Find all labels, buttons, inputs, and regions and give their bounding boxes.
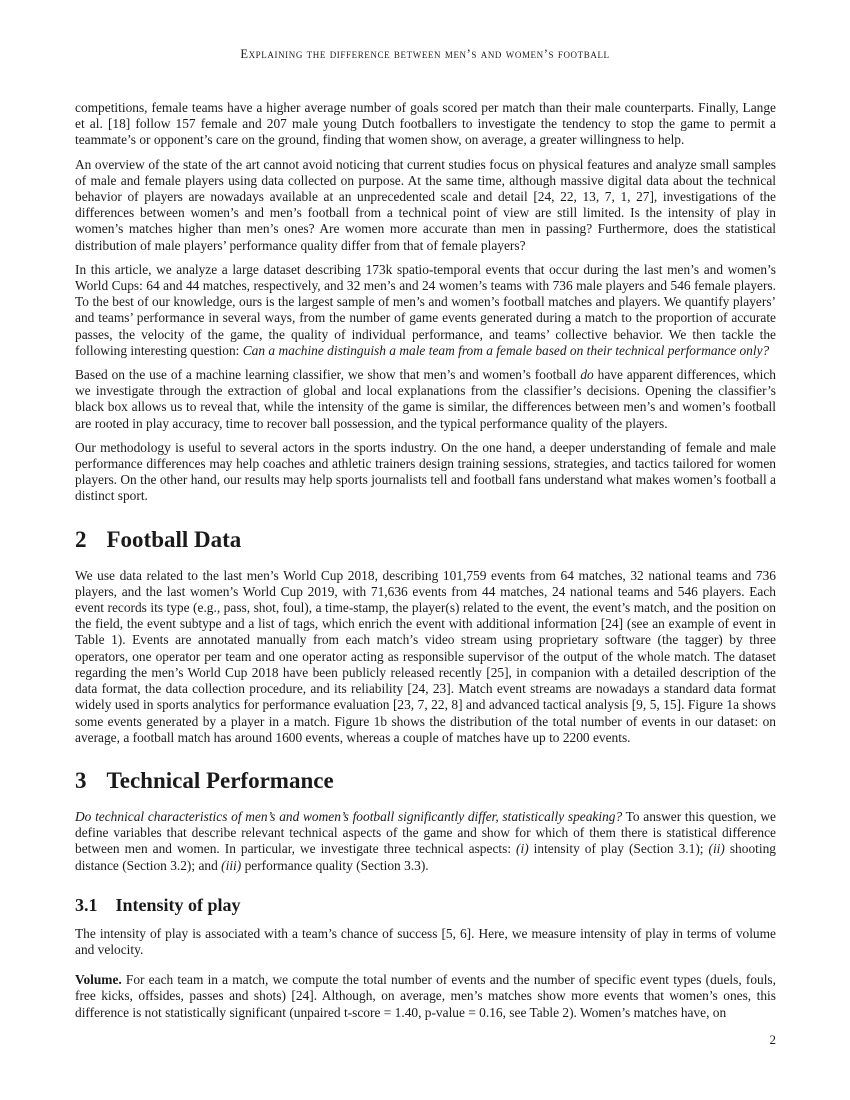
research-question: Can a machine distinguish a male team from a female based on their technical performance only? <box>242 342 770 358</box>
paragraph-label: Volume. <box>75 972 122 988</box>
section-heading-technical-performance <box>75 767 776 795</box>
subsection-number: 3.1 <box>75 894 98 915</box>
paragraph: We use data related to the last men’s World Cup 2018, describing 101,759 events from 64 matches, 32 national teams and 736 players, and the last women’s World Cup 2019, with 71,636 events from 44 matches, 24 national teams and 546 players. Each event records its type (e.g., pass, shot, foul), a time-stamp, the player(s) related to the event, the event’s match, and the position on the field, the event subtype and a list of tags, which enrich the event with additional information [24] (see an example of event in Table 1). Events are annotated manually from each match’s video stream using proprietary software (the tagger) by three operators, one operator per team and one operator acting as responsible supervisor of the output of the whole match. The dataset regarding the men’s World Cup 2018 have been publicly released recently [25], in companion with a detailed description of the data format, the data collection procedure, and its reliability [24, 23]. Match event streams are nowadays a standard data format widely used in sports analytics for performance evaluation [23, 7, 22, 8] and advanced tactical analysis [9, 5, 15]. Figure 1a shows some events generated by a player in a match. Figure 1b shows the distribution of the total number of events in our dataset: on average, a football match has around 1600 events, whereas a couple of matches have up to 2200 events. <box>75 567 776 745</box>
paragraph: An overview of the state of the art cannot avoid noticing that current studies focus on physical features and analyze small samples of male and female players using data collected on purpose. At the same time, although massive digital data about the technical behavior of players are nowadays available at an unprecedented scale and detail [24, 22, 13, 7, 1, 27], investigations of the differences between women’s and men’s football from a technical point of view are still limited. Is the intensity of play in women’s matches higher than men’s ones? Are women more accurate than men in passing? Furthermore, does the statistical distribution of male players’ performance quality differ from that of female players? <box>75 156 776 253</box>
page-number: 2 <box>769 1032 776 1047</box>
section-title: Technical Performance <box>106 767 334 793</box>
paragraph <box>75 262 776 359</box>
section-heading-football-data <box>75 526 776 554</box>
emphasis: do <box>580 367 594 383</box>
paragraph-text: have apparent differences, which we investigate through the extraction of global and local explanations from the classifier’s decisions. Opening the classifier’s black box allows us to reveal that, while the intensity of the game is similar, the differences between men’s and women’s football are rooted in play accuracy, time to recover ball possession, and the typical performance quality of the players. <box>75 367 776 431</box>
running-head: Explaining the difference between men’s and women’s football <box>240 47 610 61</box>
paragraph <box>75 809 776 874</box>
section-number: 2 <box>75 526 87 552</box>
paragraph <box>75 972 776 1021</box>
paragraph-text: Based on the use of a machine learning classifier, we show that men’s and women’s football <box>75 367 581 383</box>
research-question: Do technical characteristics of men’s and women’s football significantly differ, statistically speaking? <box>75 808 623 824</box>
list-marker: (i) <box>516 841 529 857</box>
paragraph: Our methodology is useful to several actors in the sports industry. On the one hand, a deeper understanding of female and male performance differences may help coaches and athletic trainers design training sessions, strategies, and tactics tailored for women players. On the other hand, our results may help sports journalists tell and football fans understand what makes women’s football a distinct sport. <box>75 439 776 504</box>
paragraph: competitions, female teams have a higher average number of goals scored per match than their male counterparts. Finally, Lange et al. [18] follow 157 female and 207 male young Dutch footballers to investigate the tendency to stop the game to permit a teammate’s or opponent’s care on the ground, finding that women show, on average, a greater willingness to help. <box>75 100 776 148</box>
list-marker: (ii) <box>708 841 725 857</box>
page-body <box>75 100 776 1029</box>
paragraph-text: intensity of play (Section 3.1); <box>528 841 709 857</box>
paragraph-text: For each team in a match, we compute the total number of events and the number of specific event types (duels, fouls, free kicks, offsides, passes and shots) [24]. Although, on average, men’s matches show more events that women’s ones, this difference is not statistically significant (unpaired t-score = 1.40, p-value = 0.16, see Table 2). Women’s matches have, on <box>75 972 776 1020</box>
section-number: 3 <box>75 767 87 793</box>
paragraph-text: performance quality (Section 3.3). <box>241 857 429 873</box>
paragraph-text: shooting distance (Section 3.2); and <box>75 841 776 873</box>
paragraph-text: To answer this question, we define variables that describe relevant technical aspects of the game and show for which of them there is statistical difference between men and women. In particular, we investigate three technical aspects: <box>75 808 776 857</box>
paragraph <box>75 367 776 432</box>
section-title: Football Data <box>106 526 242 552</box>
subsection-title: Intensity of play <box>115 894 241 915</box>
paragraph: The intensity of play is associated with a team’s chance of success [5, 6]. Here, we measure intensity of play in terms of volume and velocity. <box>75 925 776 957</box>
subsection-heading-intensity-of-play <box>75 894 776 916</box>
paragraph-text: In this article, we analyze a large dataset describing 173k spatio-temporal events that occur during the last men’s and women’s World Cups: 64 and 44 matches, respectively, and 32 men’s and 24 women’s teams with 736 male players and 546 female players. To the best of our knowledge, ours is the largest sample of men’s and women’s football matches and players. We quantify players’ and teams’ performance in several ways, from the number of game events generated during a match to the proportion of accurate passes, the velocity of the game, the quality of individual performance, and teams’ collective behavior. We then tackle the following interesting question: <box>75 261 776 358</box>
list-marker: (iii) <box>221 857 242 873</box>
